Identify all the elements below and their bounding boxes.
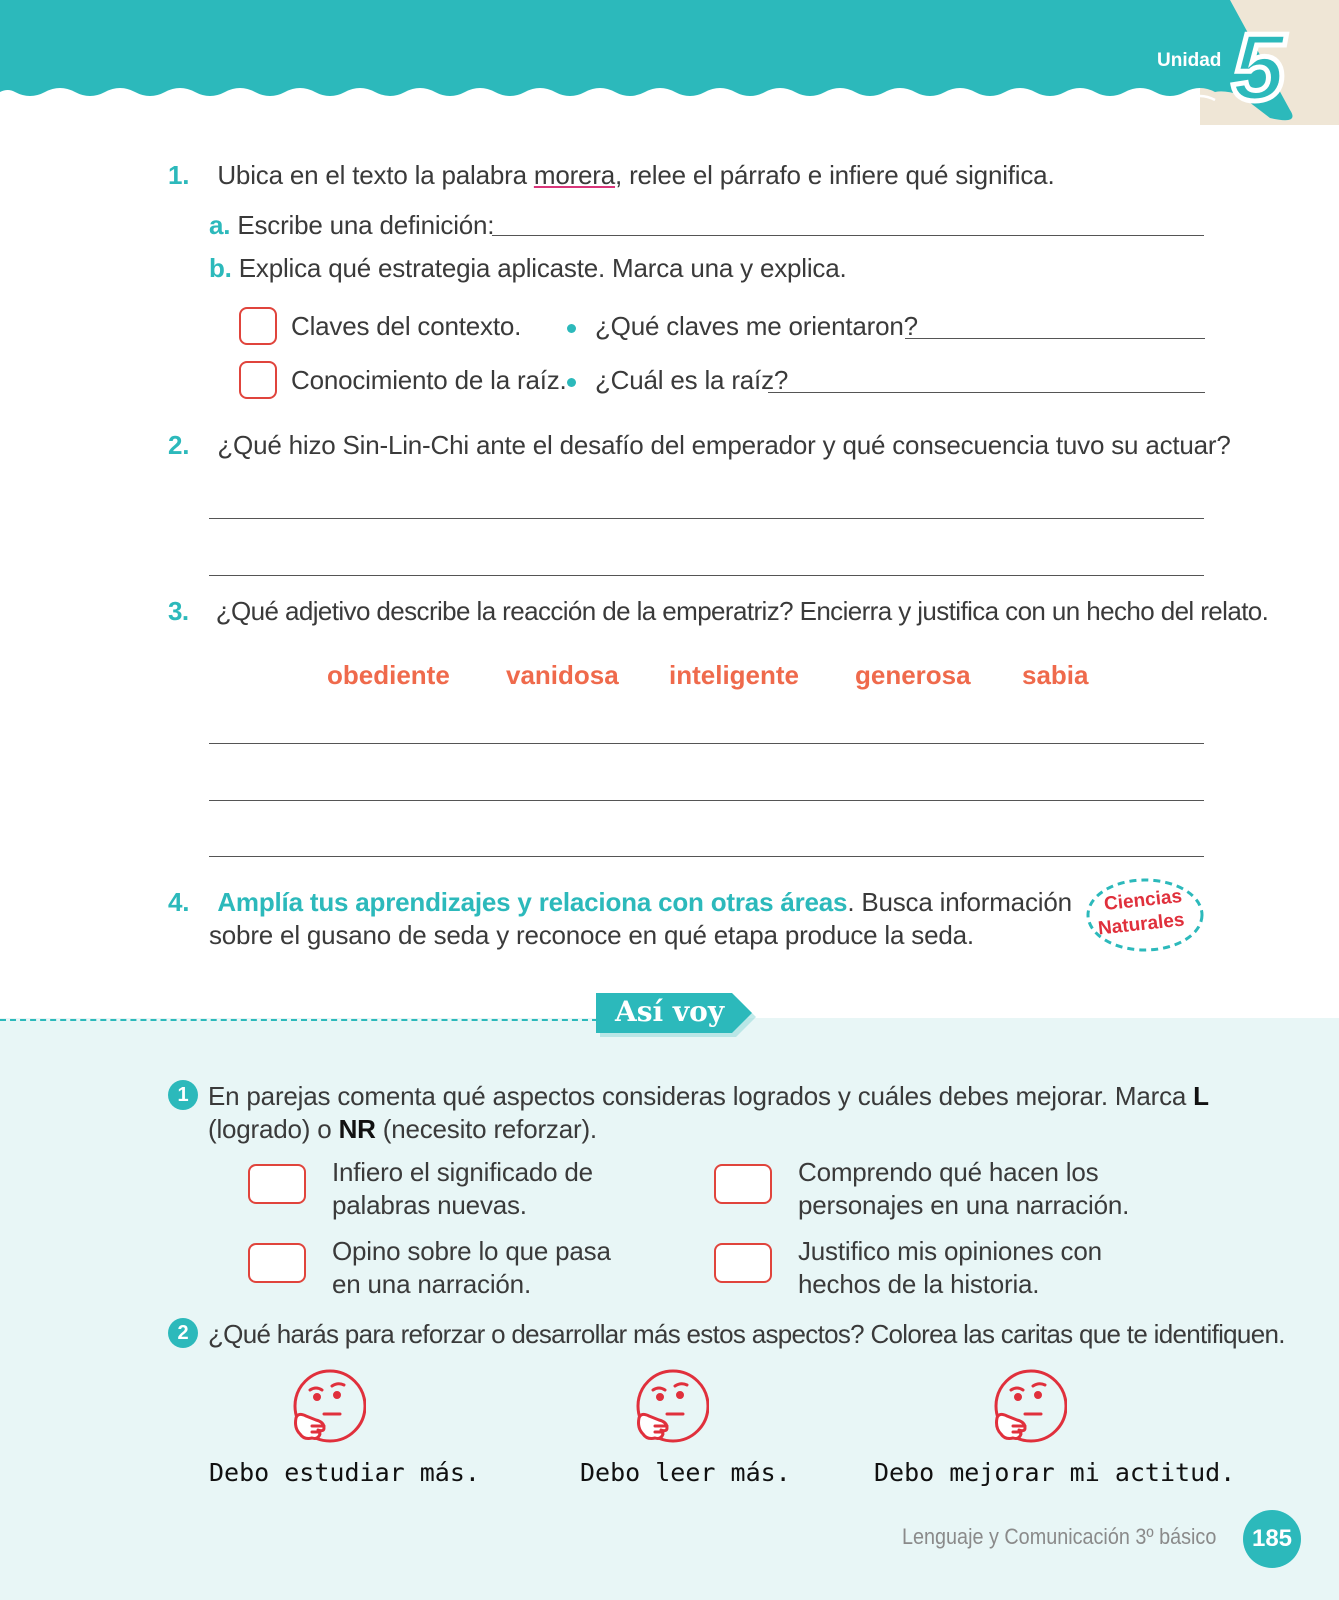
answer-line[interactable]: [209, 743, 1204, 744]
asi-voy-item2-text: ¿Qué harás para reforzar o desarrollar más estos aspectos? Colorea las caritas que te identifiquen.: [208, 1319, 1285, 1349]
badge-text-2: Naturales: [1097, 909, 1186, 940]
answer-line[interactable]: [209, 856, 1204, 857]
unit-label: Unidad: [1157, 50, 1222, 71]
adjective-option[interactable]: sabia: [1022, 660, 1089, 690]
face-caption: Debo leer más.: [580, 1458, 791, 1487]
question-text-cont: , relee el párrafo e infiere qué significa.: [615, 160, 1055, 190]
thinking-face-icon[interactable]: [633, 1368, 709, 1448]
question-text: . Busca información: [847, 887, 1072, 917]
asi-voy-title: Así voy: [615, 995, 725, 1028]
face-caption: Debo mejorar mi actitud.: [874, 1458, 1236, 1487]
checkbox-root[interactable]: [239, 361, 277, 399]
self-check-box[interactable]: [248, 1164, 306, 1204]
question-text-line2: sobre el gusano de seda y reconoce en qué etapa produce la seda.: [209, 920, 974, 950]
bullet-dot: [567, 324, 576, 333]
footer-subject: Lenguaje y Comunicación 3º básico: [902, 1524, 1217, 1549]
question-number: 1.: [168, 160, 190, 190]
question-number: 4.: [168, 887, 190, 917]
q1-b: [209, 253, 847, 284]
item-number-2: 2: [168, 1318, 198, 1348]
header-band: [0, 0, 1339, 125]
keyword-morera: morera: [533, 160, 616, 190]
self-check-line: Justifico mis opiniones con: [798, 1236, 1102, 1266]
asi-voy-item1-line2: [208, 1114, 597, 1145]
self-check-line: personajes en una narración.: [798, 1190, 1130, 1220]
badge-text-1: Ciencias: [1103, 885, 1183, 916]
item-bold: L: [1193, 1081, 1209, 1111]
answer-line[interactable]: [209, 575, 1204, 576]
option-label: Conocimiento de la raíz.: [291, 365, 567, 395]
unit-number: 5: [1232, 14, 1286, 121]
self-check-line: Comprendo qué hacen los: [798, 1157, 1099, 1187]
bullet-dot: [567, 378, 576, 387]
self-check-text: [798, 1156, 1129, 1222]
item-text: Escribe una definición:: [237, 210, 495, 240]
item-letter: a.: [209, 210, 231, 240]
question-2: [168, 430, 1231, 461]
self-check-line: en una narración.: [332, 1269, 531, 1299]
self-check-line: Infiero el significado de: [332, 1157, 593, 1187]
question-number: 2.: [168, 430, 190, 460]
item-number-1: 1: [168, 1080, 198, 1110]
item-bold: NR: [338, 1114, 376, 1144]
asi-voy-item1-line1: [208, 1081, 1209, 1112]
section-divider-dashed: [0, 1019, 598, 1021]
checkbox-context[interactable]: [239, 307, 277, 345]
self-check-box[interactable]: [248, 1243, 306, 1283]
answer-line[interactable]: [209, 518, 1204, 519]
q1-a: [209, 210, 494, 241]
self-check-line: hechos de la historia.: [798, 1269, 1040, 1299]
self-check-box[interactable]: [714, 1243, 772, 1283]
item-letter: b.: [209, 253, 232, 283]
item-text: (necesito reforzar).: [375, 1114, 597, 1144]
face-caption: Debo estudiar más.: [209, 1458, 480, 1487]
adjective-option[interactable]: obediente: [327, 660, 450, 690]
question-3: [168, 596, 1268, 627]
item-text: En parejas comenta qué aspectos consideras logrados y cuáles debes mejorar. Marca: [208, 1081, 1194, 1111]
question-text: ¿Qué hizo Sin-Lin-Chi ante el desafío del emperador y qué consecuencia tuvo su actuar?: [217, 430, 1231, 460]
question-number: 3.: [168, 596, 189, 626]
self-check-text: [798, 1235, 1102, 1301]
question-1: [168, 160, 1054, 191]
page-number: 185: [1243, 1510, 1301, 1568]
answer-line[interactable]: [209, 800, 1204, 801]
answer-line-clues[interactable]: [905, 338, 1205, 339]
ciencias-naturales-badge: [1085, 876, 1205, 954]
option-label: Claves del contexto.: [291, 311, 522, 341]
thinking-face-icon[interactable]: [991, 1368, 1067, 1448]
option-prompt: ¿Qué claves me orientaron?: [595, 311, 918, 341]
answer-line-root[interactable]: [768, 392, 1205, 393]
item-text: Explica qué estrategia aplicaste. Marca una y explica.: [238, 253, 847, 283]
question-text: Ubica en el texto la palabra: [217, 160, 534, 190]
question-bold-text: Amplía tus aprendizajes y relaciona con otras áreas: [217, 887, 848, 917]
self-check-text: [332, 1235, 611, 1301]
adjective-option[interactable]: vanidosa: [506, 660, 619, 690]
self-check-text: [332, 1156, 593, 1222]
answer-line-definition[interactable]: [492, 235, 1204, 236]
self-check-line: palabras nuevas.: [332, 1190, 527, 1220]
item-text: (logrado) o: [208, 1114, 339, 1144]
asi-voy-title-banner: [596, 993, 758, 1041]
adjective-option[interactable]: generosa: [855, 660, 971, 690]
self-check-box[interactable]: [714, 1164, 772, 1204]
adjective-option[interactable]: inteligente: [669, 660, 800, 690]
thinking-face-icon[interactable]: [290, 1368, 366, 1448]
option-prompt: ¿Cuál es la raíz?: [595, 365, 789, 395]
self-check-line: Opino sobre lo que pasa: [332, 1236, 611, 1266]
header-wave-graphic: [0, 0, 1339, 125]
question-4: [168, 887, 1072, 918]
question-text: ¿Qué adjetivo describe la reacción de la emperatriz? Encierra y justifica con un hecho del relato.: [215, 596, 1269, 626]
